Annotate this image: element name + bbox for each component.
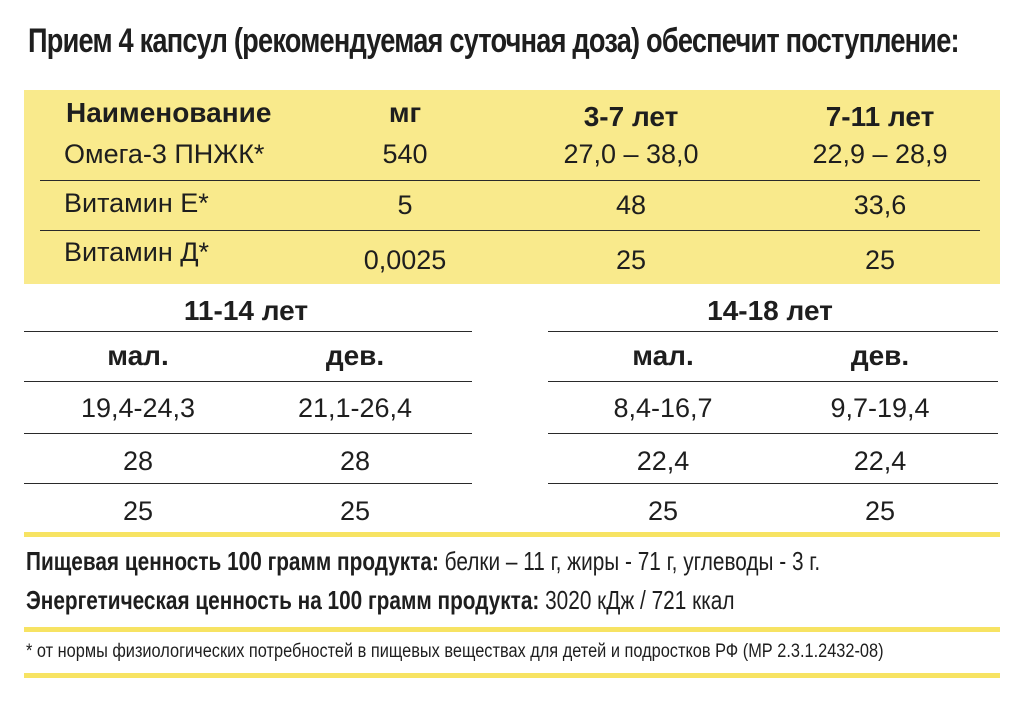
group-11-14-omega-girls: 21,1-26,4 xyxy=(297,393,413,423)
nutrition-value: белки – 11 г, жиры - 71 г, углеводы - 3 г. xyxy=(438,546,821,576)
group-14-18-vite-boys: 22,4 xyxy=(636,446,690,476)
row-vite-7-11: 33,6 xyxy=(853,190,907,220)
group-14-18-omega-girls: 9,7-19,4 xyxy=(830,393,930,423)
energy-line xyxy=(26,585,734,616)
header-3-7: 3-7 лет xyxy=(583,101,679,132)
group-11-14-boys: мал. xyxy=(107,340,169,371)
divider xyxy=(24,433,472,434)
group-14-18-vitd-boys: 25 xyxy=(647,496,679,526)
energy-value: 3020 кДж / 721 ккал xyxy=(539,585,735,615)
row-vitd-name: Витамин Д* xyxy=(64,237,210,267)
header-name: Наименование xyxy=(66,97,272,128)
row-omega-name: Омега-3 ПНЖК* xyxy=(64,139,265,169)
divider xyxy=(40,180,980,181)
group-11-14-vitd-girls: 25 xyxy=(339,496,371,526)
group-11-14-omega-boys: 19,4-24,3 xyxy=(80,393,196,423)
divider xyxy=(548,381,998,382)
row-vitd-3-7: 25 xyxy=(615,245,647,275)
nutrition-line xyxy=(26,546,820,577)
divider xyxy=(24,381,472,382)
divider xyxy=(548,331,998,332)
row-vitd-7-11: 25 xyxy=(864,245,896,275)
page-title: Прием 4 капсул (рекомендуемая суточная доза) обеспечит поступление: xyxy=(28,22,959,60)
row-vite-mg: 5 xyxy=(397,190,413,220)
row-omega-mg: 540 xyxy=(382,139,428,169)
group-11-14-vite-boys: 28 xyxy=(122,446,154,476)
group-14-18-vitd-girls: 25 xyxy=(864,496,896,526)
group-14-18-omega-boys: 8,4-16,7 xyxy=(613,393,713,423)
group-14-18-title: 14-18 лет xyxy=(707,295,833,326)
divider xyxy=(24,331,472,332)
nutrition-label: Пищевая ценность 100 грамм продукта: xyxy=(26,546,439,576)
header-7-11: 7-11 лет xyxy=(825,101,935,132)
divider xyxy=(548,433,998,434)
row-omega-3-7: 27,0 – 38,0 xyxy=(563,139,699,169)
divider xyxy=(24,483,472,484)
group-14-18-vite-girls: 22,4 xyxy=(853,446,907,476)
footnote: * от нормы физиологических потребностей в пищевых веществах для детей и подростков РФ (МР 2.3.1.2432-08) xyxy=(26,641,884,662)
group-11-14-vitd-boys: 25 xyxy=(122,496,154,526)
row-vite-3-7: 48 xyxy=(615,190,647,220)
group-11-14-title: 11-14 лет xyxy=(183,295,309,326)
group-14-18-girls: дев. xyxy=(850,340,910,371)
separator-bar xyxy=(24,627,1000,632)
row-vitd-mg: 0,0025 xyxy=(363,245,447,275)
divider xyxy=(40,230,980,231)
header-mg: мг xyxy=(388,97,422,128)
divider xyxy=(548,483,998,484)
row-omega-7-11: 22,9 – 28,9 xyxy=(812,139,948,169)
separator-bar xyxy=(24,673,1000,678)
group-14-18-boys: мал. xyxy=(632,340,694,371)
group-11-14-girls: дев. xyxy=(325,340,385,371)
group-11-14-vite-girls: 28 xyxy=(339,446,371,476)
energy-label: Энергетическая ценность на 100 грамм продукта: xyxy=(26,585,540,615)
row-vite-name: Витамин Е* xyxy=(64,188,209,218)
separator-bar xyxy=(24,532,1000,537)
